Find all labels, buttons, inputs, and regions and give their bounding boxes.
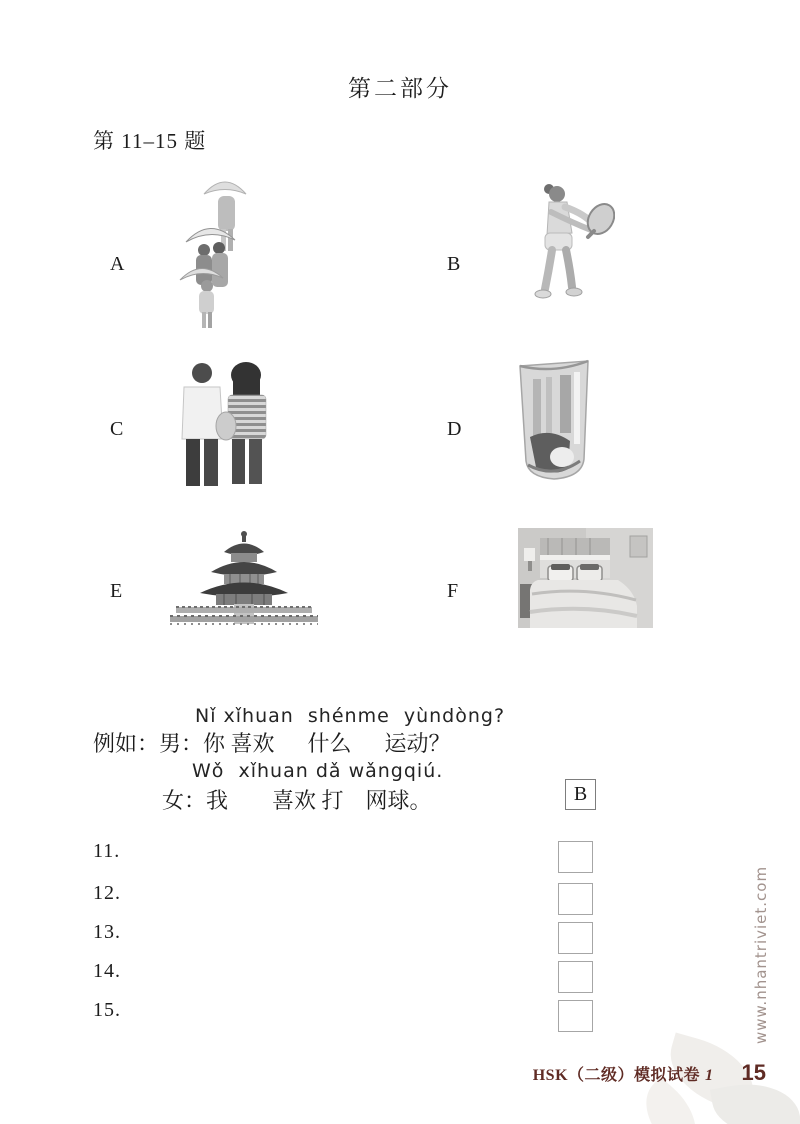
temple-of-heaven-illustration — [168, 530, 320, 630]
option-label-b: B — [447, 253, 461, 275]
question-12-number: 12. — [93, 882, 121, 904]
option-label-d: D — [447, 418, 462, 440]
question-13-answer-box[interactable] — [558, 922, 593, 954]
option-image-a — [178, 170, 273, 330]
option-image-e — [168, 530, 320, 630]
example-question-pinyin: Nǐ xǐhuan shénme yùndòng? — [195, 705, 506, 727]
example-answer-line: 女：我 喜欢 打 网球。 — [162, 788, 432, 813]
option-label-f: F — [447, 580, 459, 602]
tennis-player-illustration — [515, 181, 615, 316]
question-11-number: 11. — [93, 840, 121, 862]
option-image-c — [170, 360, 280, 488]
option-label-a: A — [110, 253, 125, 275]
question-13-number: 13. — [93, 921, 121, 943]
page-number: 15 — [741, 1060, 766, 1085]
question-14-answer-box[interactable] — [558, 961, 593, 993]
glass-of-water-illustration — [510, 357, 598, 485]
question-11-answer-box[interactable] — [558, 841, 593, 873]
example-answer-letter: B — [573, 783, 588, 805]
option-label-e: E — [110, 580, 123, 602]
page-footer — [0, 1060, 766, 1086]
book-title-text: HSK（二级）模拟试卷 — [532, 1067, 701, 1084]
umbrella-family-illustration — [178, 170, 273, 330]
question-15-number: 15. — [93, 999, 121, 1021]
question-15-answer-box[interactable] — [558, 1000, 593, 1032]
page-title: 第二部分 — [348, 76, 452, 101]
example-answer-box — [565, 779, 596, 810]
option-label-c: C — [110, 418, 124, 440]
option-image-f — [518, 528, 653, 628]
example-question-line: 例如：男：你 喜欢 什么 运动？ — [93, 731, 451, 756]
couple-back-view-illustration — [170, 360, 280, 488]
question-12-answer-box[interactable] — [558, 883, 593, 915]
example-answer-pinyin: Wǒ xǐhuan dǎ wǎngqiú. — [192, 760, 444, 782]
volume-number: 1 — [705, 1067, 714, 1084]
hotel-bedroom-photo — [518, 528, 653, 628]
option-image-b — [515, 181, 615, 316]
option-image-d — [510, 357, 598, 485]
book-title — [533, 1062, 714, 1085]
website-watermark: www.nhantriviet.com — [752, 865, 770, 1044]
question-range-heading: 第 11–15 题 — [93, 129, 207, 153]
question-14-number: 14. — [93, 960, 121, 982]
